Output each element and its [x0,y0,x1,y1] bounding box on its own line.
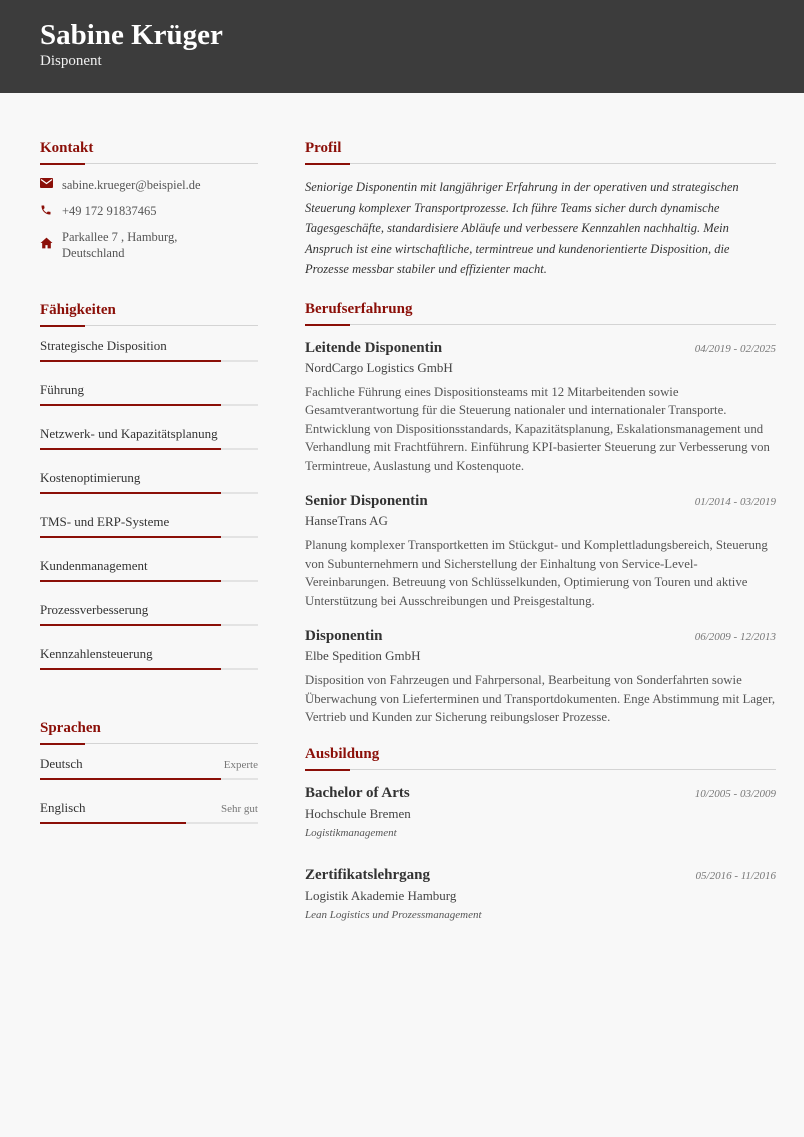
skill-level-fill [40,536,221,538]
education-dates: 05/2016 - 11/2016 [695,869,776,882]
skill-item [40,513,258,557]
contact-heading: Kontakt [40,140,94,156]
job-company: HanseTrans AG [305,513,388,529]
education-field: Logistikmanagement [305,826,397,839]
skills-heading: Fähigkeiten [40,302,116,318]
job-description: Planung komplexer Transportketten im Stückgut- und Komplettladungsbereich, Steuerung von Subunternehmern und Sicherstellung der Einhaltung von Service-Level-Vereinbarungen. Betreuung von Schlüsselkunden, Optimierung von Touren und aktive Unterstützung bei Ausschreibungen und Preisgestaltung. [305,538,768,608]
language-level-bar [40,778,258,780]
education-school: Hochschule Bremen [305,805,411,821]
main-column [305,137,776,947]
phone-icon [40,203,62,216]
skill-level-fill [40,448,221,450]
job-description: Disposition von Fahrzeugen und Fahrpersonal, Bearbeitung von Sonderfahrten sowie Überwachung von Lieferterminen und Transportdokumenten. Enge Abstimmung mit Lager, Vertrieb und Kunden zur Sicherung reibungsloser Prozesse. [305,673,776,725]
education-list [305,783,776,923]
resume-body [0,93,804,1137]
skill-label: Kostenoptimierung [40,470,141,485]
section-divider [305,324,776,326]
address-text: Parkallee 7 , Hamburg, Deutschland [62,230,178,260]
skills-list [40,337,258,689]
skill-level-bar [40,624,258,626]
language-level: Sehr gut [221,803,258,815]
job-description: Fachliche Führung eines Dispositionsteams mit 12 Mitarbeitenden sowie Gesamtverantwortung für die Steuerung nationaler und internationaler Transporte. Entwicklung von Dispositionsstandards, Kapazitätsplanung, Eskalationsmanagement und Verhandlung mit Frachtführern. Einführung KPI-basierter Steuerung zur Verbesserung von Termintreue, Auslastung und Kostenquote. [305,384,770,473]
job-header [305,626,776,646]
education-school: Logistik Akademie Hamburg [305,887,457,903]
skill-item [40,557,258,601]
email-text: sabine.krueger@beispiel.de [62,178,201,192]
section-divider [305,163,776,165]
profile-summary: Seniorige Disponentin mit langjähriger Erfahrung in der operativen und strategischen Steuerung komplexer Transportprozesse. Ich führe Teams sicher durch dynamische Tagesgeschäfte, standardisiere Abläufe und verbessere Kennzahlen nachhaltig. Mein Anspruch ist eine wirtschaftliche, termintreue und kundenorientierte Disposition, die Prozesse messbar stabiler und effizienter macht. [305,180,739,277]
contact-list [40,177,258,261]
skill-level-bar [40,536,258,538]
contact-phone[interactable] [40,203,258,219]
education-dates: 10/2005 - 03/2009 [694,787,776,800]
job-position: Disponentin [305,628,383,645]
skill-level-bar [40,668,258,670]
skill-item [40,469,258,513]
education-entry [305,783,776,841]
contact-email[interactable] [40,177,258,193]
language-row [40,799,258,816]
job-header [305,491,776,511]
education-entry [305,865,776,923]
job-entry [305,626,776,727]
candidate-name: Sabine Krüger [40,19,223,51]
skill-item [40,645,258,689]
language-level-fill [40,822,186,824]
job-title: Disponent [40,53,102,69]
education-degree: Zertifikatslehrgang [305,866,430,883]
skill-level-fill [40,404,221,406]
job-position: Leitende Disponentin [305,339,443,356]
job-position: Senior Disponentin [305,493,428,510]
language-row [40,755,258,772]
envelope-icon [40,177,62,188]
skill-item [40,425,258,469]
skill-label: Führung [40,382,85,397]
skill-level-fill [40,492,221,494]
job-dates: 06/2009 - 12/2013 [694,631,776,644]
skill-level-bar [40,360,258,362]
education-field: Lean Logistics und Prozessmanagement [305,908,482,921]
skill-item [40,381,258,425]
phone-text: +49 172 91837465 [62,204,157,218]
section-divider [305,769,776,771]
job-company: Elbe Spedition GmbH [305,648,421,664]
skill-level-bar [40,492,258,494]
language-level-fill [40,778,221,780]
skill-item [40,337,258,381]
job-company: NordCargo Logistics GmbH [305,359,453,375]
skill-label: Kundenmanagement [40,558,148,573]
skill-level-bar [40,448,258,450]
profile-heading: Profil [305,140,342,156]
education-header [305,865,776,885]
job-entry [305,338,776,476]
sidebar [40,137,258,843]
languages-list [40,755,258,843]
job-dates: 04/2019 - 02/2025 [694,342,776,355]
skill-level-bar [40,404,258,406]
job-dates: 01/2014 - 03/2019 [694,496,776,509]
education-degree: Bachelor of Arts [305,784,410,801]
skill-level-fill [40,668,221,670]
skill-label: Strategische Disposition [40,338,167,353]
language-level: Experte [223,759,258,771]
job-header [305,338,776,358]
language-item [40,799,258,843]
skill-level-bar [40,580,258,582]
contact-address [40,229,258,261]
education-header [305,783,776,803]
home-icon [40,229,62,249]
skill-label: Kennzahlensteuerung [40,646,153,661]
job-entry [305,491,776,610]
section-divider [40,325,258,327]
language-level-bar [40,822,258,824]
skill-label: TMS- und ERP-Systeme [40,514,170,529]
header [0,0,804,93]
skill-label: Prozessverbesserung [40,602,149,617]
skill-level-fill [40,624,221,626]
languages-heading: Sprachen [40,720,101,736]
section-divider [40,743,258,745]
language-item [40,755,258,799]
skill-label: Netzwerk- und Kapazitätsplanung [40,426,218,441]
section-divider [40,163,258,165]
skill-level-fill [40,580,221,582]
language-name: Englisch [40,800,86,815]
education-heading: Ausbildung [305,745,380,762]
skill-level-fill [40,360,221,362]
experience-list [305,338,776,727]
experience-heading: Berufserfahrung [305,300,413,317]
language-name: Deutsch [40,756,83,771]
skill-item [40,601,258,645]
